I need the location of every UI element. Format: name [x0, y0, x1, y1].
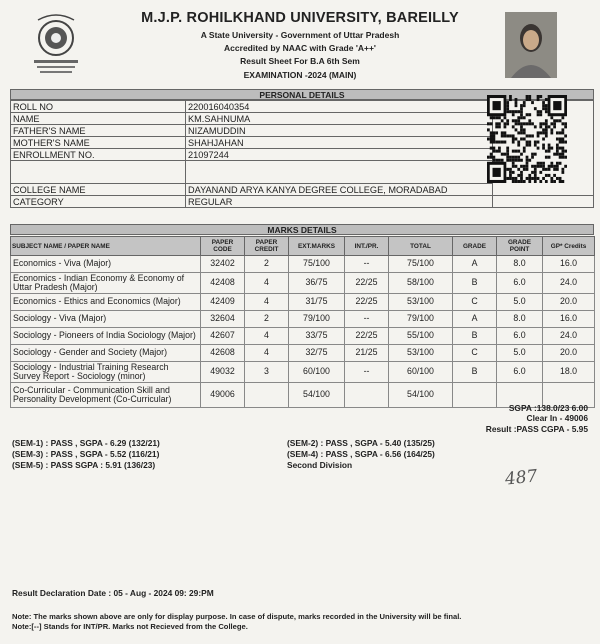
marks-row: [11, 256, 595, 273]
ext-marks-cell: 31/75: [289, 294, 345, 311]
int-pr-cell: --: [345, 362, 389, 383]
category-label: CATEGORY: [11, 196, 186, 208]
grade-point-cell: 5.0: [497, 345, 543, 362]
marks-row: [11, 273, 595, 294]
mother-name-value: SHAHJAHAN: [186, 137, 493, 149]
int-pr-cell: 22/25: [345, 328, 389, 345]
marks-row: [11, 362, 595, 383]
result-status: Result :PASS CGPA - 5.95: [485, 424, 588, 434]
grade-point-cell: 8.0: [497, 256, 543, 273]
marks-row: [11, 383, 595, 408]
ext-marks-cell: 75/100: [289, 256, 345, 273]
paper-code-cell: 42409: [201, 294, 245, 311]
roll-no-label: ROLL NO: [11, 101, 186, 113]
sem4-result: (SEM-4) : PASS , SGPA - 6.56 (164/25): [287, 449, 435, 459]
ext-marks-header: EXT.MARKS: [289, 237, 345, 256]
total-cell: 75/100: [389, 256, 453, 273]
marks-row: [11, 345, 595, 362]
marks-table: [10, 236, 595, 408]
grade-cell: [453, 383, 497, 408]
gp-credits-cell: 20.0: [543, 294, 595, 311]
ext-marks-cell: 60/100: [289, 362, 345, 383]
gp-credits-cell: 24.0: [543, 328, 595, 345]
int-pr-cell: [345, 383, 389, 408]
declaration-date: Result Declaration Date : 05 - Aug - 2024 09: 29:PM: [12, 588, 214, 598]
ext-marks-cell: 54/100: [289, 383, 345, 408]
gp-credits-cell: 16.0: [543, 311, 595, 328]
header-line1: A State University - Government of Uttar Pradesh: [200, 30, 400, 40]
mother-name-label: MOTHER'S NAME: [11, 137, 186, 149]
total-cell: 58/100: [389, 273, 453, 294]
paper-credit-cell: 4: [245, 273, 289, 294]
subject-cell: Sociology - Pioneers of India Sociology (Major): [11, 328, 201, 345]
marks-row: [11, 294, 595, 311]
father-name-label: FATHER'S NAME: [11, 125, 186, 137]
int-pr-cell: 22/25: [345, 273, 389, 294]
footer-note2: Note:[--] Stands for INT/PR. Marks not Recieved from the College.: [12, 622, 248, 631]
grade-header: GRADE: [453, 237, 497, 256]
total-cell: 60/100: [389, 362, 453, 383]
ext-marks-cell: 79/100: [289, 311, 345, 328]
paper-credit-cell: 4: [245, 328, 289, 345]
paper-code-cell: 32402: [201, 256, 245, 273]
sgpa-summary: SGPA :138.0/23 6.00: [508, 403, 588, 413]
subject-cell: Economics - Ethics and Economics (Major): [11, 294, 201, 311]
gp-credits-header: GP* Credits: [543, 237, 595, 256]
total-cell: 53/100: [389, 294, 453, 311]
gp-credits-cell: 24.0: [543, 273, 595, 294]
marks-row: [11, 328, 595, 345]
college-name-value: DAYANAND ARYA KANYA DEGREE COLLEGE, MORADABAD: [186, 184, 493, 196]
gp-credits-cell: 20.0: [543, 345, 595, 362]
paper-code-cell: 42608: [201, 345, 245, 362]
paper-code-cell: 42607: [201, 328, 245, 345]
paper-credit-cell: [245, 383, 289, 408]
paper-credit-cell: 4: [245, 294, 289, 311]
header-line2: Accredited by NAAC with Grade 'A++': [224, 43, 376, 53]
grade-point-cell: 8.0: [497, 311, 543, 328]
ext-marks-cell: 33/75: [289, 328, 345, 345]
ext-marks-cell: 32/75: [289, 345, 345, 362]
grade-point-cell: 5.0: [497, 294, 543, 311]
ext-marks-cell: 36/75: [289, 273, 345, 294]
marks-header-row: [11, 237, 595, 256]
paper-code-cell: 42408: [201, 273, 245, 294]
gp-credits-cell: 16.0: [543, 256, 595, 273]
gp-credits-cell: 18.0: [543, 362, 595, 383]
sem5-result: (SEM-5) : PASS SGPA : 5.91 (136/23): [12, 460, 156, 470]
subject-cell: Sociology - Viva (Major): [11, 311, 201, 328]
grade-cell: C: [453, 345, 497, 362]
total-header: TOTAL: [389, 237, 453, 256]
grade-cell: B: [453, 328, 497, 345]
university-name: M.J.P. ROHILKHAND UNIVERSITY, BAREILLY: [141, 10, 459, 26]
paper-credit-cell: 4: [245, 345, 289, 362]
paper-code-header: PAPER CODE: [201, 237, 245, 256]
father-name-value: NIZAMUDDIN: [186, 125, 493, 137]
subject-cell: Sociology - Industrial Training Research Survey Report - Sociology (minor): [11, 362, 201, 383]
category-value: REGULAR: [186, 196, 493, 208]
header-line3: Result Sheet For B.A 6th Sem: [240, 56, 360, 66]
roll-no-value: 220016040354: [186, 101, 493, 113]
grade-cell: A: [453, 256, 497, 273]
sem1-result: (SEM-1) : PASS , SGPA - 6.29 (132/21): [12, 438, 160, 448]
grade-point-cell: 6.0: [497, 362, 543, 383]
sem2-result: (SEM-2) : PASS , SGPA - 5.40 (135/25): [287, 438, 435, 448]
grade-cell: B: [453, 273, 497, 294]
paper-credit-cell: 3: [245, 362, 289, 383]
paper-code-cell: 49006: [201, 383, 245, 408]
subject-cell: Economics - Viva (Major): [11, 256, 201, 273]
total-cell: 79/100: [389, 311, 453, 328]
total-cell: 55/100: [389, 328, 453, 345]
int-pr-cell: 21/25: [345, 345, 389, 362]
college-name-label: COLLEGE NAME: [11, 184, 186, 196]
enrollment-value: 21097244: [186, 149, 493, 161]
total-cell: 54/100: [389, 383, 453, 408]
grade-point-header: GRADE POINT: [497, 237, 543, 256]
paper-credit-header: PAPER CREDIT: [245, 237, 289, 256]
grade-cell: A: [453, 311, 497, 328]
subject-header: SUBJECT NAME / PAPER NAME: [11, 237, 201, 256]
name-value: KM.SAHNUMA: [186, 113, 493, 125]
grade-point-cell: 6.0: [497, 328, 543, 345]
college-row: [11, 196, 594, 208]
sem3-result: (SEM-3) : PASS , SGPA - 5.52 (116/21): [12, 449, 160, 459]
footer-note1: Note: The marks shown above are only for display purpose. In case of dispute, marks recorded in the University will be final.: [12, 612, 462, 621]
subject-cell: Sociology - Gender and Society (Major): [11, 345, 201, 362]
subject-cell: Economics - Indian Economy & Economy of Uttar Pradesh (Major): [11, 273, 201, 294]
paper-credit-cell: 2: [245, 311, 289, 328]
grade-point-cell: 6.0: [497, 273, 543, 294]
total-cell: 53/100: [389, 345, 453, 362]
grade-cell: B: [453, 362, 497, 383]
int-pr-cell: --: [345, 311, 389, 328]
handwritten-note: 487: [504, 466, 539, 490]
int-pr-cell: 22/25: [345, 294, 389, 311]
student-photo: [505, 12, 557, 78]
int-pr-header: INT./PR.: [345, 237, 389, 256]
enrollment-label: ENROLLMENT NO.: [11, 149, 186, 161]
subject-cell: Co-Curricular - Communication Skill and Personality Development (Co-Curricular): [11, 383, 201, 408]
marks-details-bar: MARKS DETAILS: [10, 224, 594, 235]
name-label: NAME: [11, 113, 186, 125]
int-pr-cell: --: [345, 256, 389, 273]
personal-details-bar: PERSONAL DETAILS: [10, 89, 594, 100]
clear-in: Clear In - 49006: [526, 413, 588, 423]
header-line4: EXAMINATION -2024 (MAIN): [243, 70, 357, 80]
qr-code: [487, 95, 567, 185]
paper-credit-cell: 2: [245, 256, 289, 273]
paper-code-cell: 32604: [201, 311, 245, 328]
grade-cell: C: [453, 294, 497, 311]
division: Second Division: [287, 460, 353, 470]
paper-code-cell: 49032: [201, 362, 245, 383]
marks-row: [11, 311, 595, 328]
